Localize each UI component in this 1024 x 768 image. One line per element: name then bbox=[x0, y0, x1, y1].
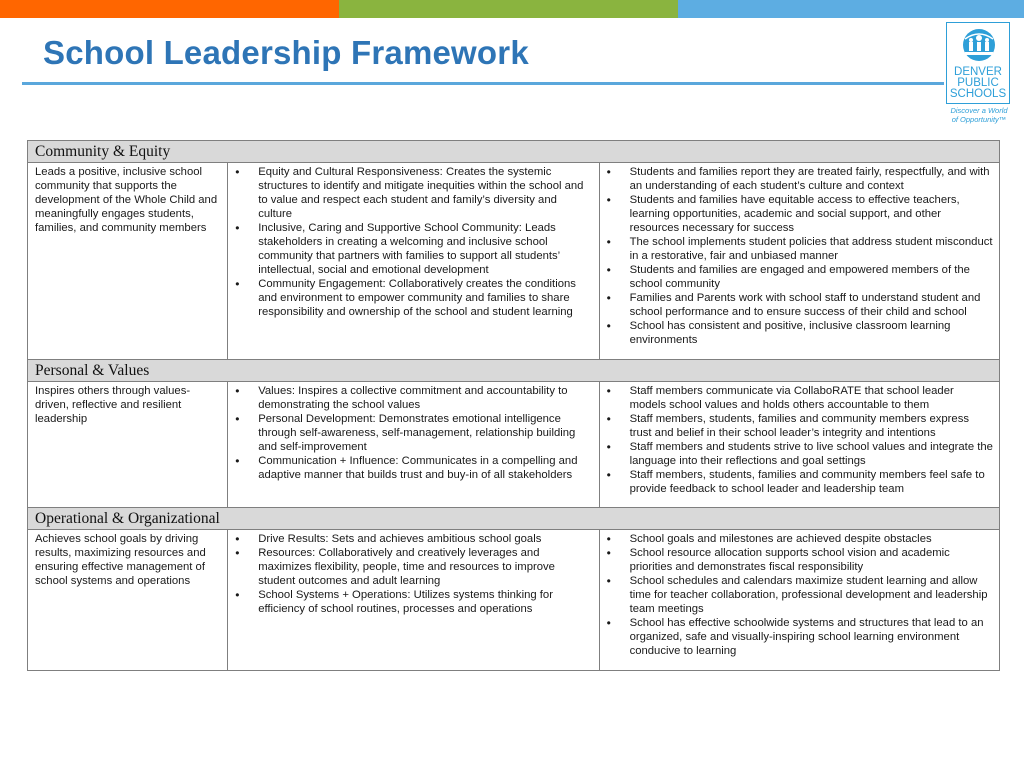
practice-item: • Drive Results: Sets and achieves ambitious school goals bbox=[235, 532, 592, 546]
outcome-item: • Staff members and students strive to live school values and integrate the language into their reflections and goal settings bbox=[607, 440, 993, 468]
practice-item: • Inclusive, Caring and Supportive School Community: Leads stakeholders in creating a welcoming and inclusive school community that partners with families to support all students’ intellectual, social and emotional development bbox=[235, 221, 592, 277]
dps-logo bbox=[946, 22, 1010, 104]
outcome-item: • Students and families report they are treated fairly, respectfully, and with an understanding of each student’s culture and context bbox=[607, 165, 993, 193]
outcome-item: • School has consistent and positive, inclusive classroom learning environments bbox=[607, 319, 993, 347]
section-title: Operational & Organizational bbox=[28, 508, 1000, 530]
outcome-item: • School goals and milestones are achieved despite obstacles bbox=[607, 532, 993, 546]
outcome-item: • School has effective schoolwide systems and structures that lead to an organized, safe and visually-inspiring school learning environment conducive to learning bbox=[607, 616, 993, 658]
top-color-bar bbox=[0, 0, 1024, 18]
section-description: Inspires others through values-driven, reflective and resilient leadership bbox=[28, 382, 228, 508]
practice-item: • Values: Inspires a collective commitment and accountability to demonstrating the school values bbox=[235, 384, 592, 412]
practices-list bbox=[235, 165, 592, 319]
practice-item: • Personal Development: Demonstrates emotional intelligence through self-awareness, self-management, relationship building and self-improvement bbox=[235, 412, 592, 454]
section-header-row bbox=[28, 360, 1000, 382]
outcome-item: • Staff members communicate via CollaboRATE that school leader models school values and holds others accountable to them bbox=[607, 384, 993, 412]
outcome-item: • Staff members, students, families and community members express trust and belief in their school leader’s integrity and intentions bbox=[607, 412, 993, 440]
section-body-row bbox=[28, 382, 1000, 508]
outcome-item: • Students and families are engaged and empowered members of the school community bbox=[607, 263, 993, 291]
page-title: School Leadership Framework bbox=[43, 34, 529, 71]
practice-item: • Equity and Cultural Responsiveness: Creates the systemic structures to identify and mitigate inequities within the school and to value and respect each student and family’s diversity and culture bbox=[235, 165, 592, 221]
tagline-line-2: of Opportunity™ bbox=[951, 115, 1007, 124]
tagline-line-1: Discover a World bbox=[950, 106, 1008, 115]
outcomes-cell bbox=[599, 530, 999, 671]
outcome-item: • School schedules and calendars maximize student learning and allow time for teacher collaboration, professional development and leadership team meetings bbox=[607, 574, 993, 616]
practice-item: • Communication + Influence: Communicates in a compelling and adaptive manner that builds trust and buy-in of all stakeholders bbox=[235, 454, 592, 482]
section-description: Achieves school goals by driving results, maximizing resources and ensuring effective management of school systems and operations bbox=[28, 530, 228, 671]
section-header-row bbox=[28, 508, 1000, 530]
title-underline bbox=[22, 82, 944, 85]
outcome-item: • Staff members, students, families and community members feel safe to provide feedback to school leader and leadership team bbox=[607, 468, 993, 496]
outcomes-cell bbox=[599, 163, 999, 360]
practices-cell bbox=[228, 530, 599, 671]
outcomes-cell bbox=[599, 382, 999, 508]
logo-tagline bbox=[942, 106, 1016, 124]
practices-list bbox=[235, 384, 592, 482]
section-description: Leads a positive, inclusive school community that supports the development of the Whole Child and meaningfully engages students, families, and community members bbox=[28, 163, 228, 360]
practice-item: • School Systems + Operations: Utilizes systems thinking for efficiency of school routines, processes and operations bbox=[235, 588, 592, 616]
top-bar-orange bbox=[0, 0, 339, 18]
section-title: Community & Equity bbox=[28, 141, 1000, 163]
practices-cell bbox=[228, 163, 599, 360]
section-body-row bbox=[28, 163, 1000, 360]
section-title: Personal & Values bbox=[28, 360, 1000, 382]
outcomes-list bbox=[607, 384, 993, 496]
logo-line-3: SCHOOLS bbox=[949, 88, 1007, 100]
outcome-item: • School resource allocation supports school vision and academic priorities and demonstrates fiscal responsibility bbox=[607, 546, 993, 574]
section-header-row bbox=[28, 141, 1000, 163]
section-body-row bbox=[28, 530, 1000, 671]
practice-item: • Resources: Collaboratively and creatively leverages and maximizes flexibility, people, time and resources to improve student outcomes and adult learning bbox=[235, 546, 592, 588]
practices-list bbox=[235, 532, 592, 616]
practices-cell bbox=[228, 382, 599, 508]
dps-logo-icon bbox=[947, 23, 1011, 67]
practice-item: • Community Engagement: Collaboratively creates the conditions and environment to empower community and families to share responsibility and ownership of the school and student learning bbox=[235, 277, 592, 319]
framework-table bbox=[27, 140, 1000, 671]
top-bar-blue bbox=[678, 0, 1024, 18]
outcomes-list bbox=[607, 165, 993, 347]
outcome-item: • Students and families have equitable access to effective teachers, learning opportunities, academic and social support, and other resources necessary for success bbox=[607, 193, 993, 235]
outcomes-list bbox=[607, 532, 993, 658]
logo-line-2: PUBLIC bbox=[957, 77, 999, 89]
logo-line-1: DENVER bbox=[954, 66, 1002, 78]
outcome-item: • Families and Parents work with school staff to understand student and school performance and to ensure success of their child and school bbox=[607, 291, 993, 319]
outcome-item: • The school implements student policies that address student misconduct in a restorative, fair and unbiased manner bbox=[607, 235, 993, 263]
top-bar-green bbox=[339, 0, 678, 18]
